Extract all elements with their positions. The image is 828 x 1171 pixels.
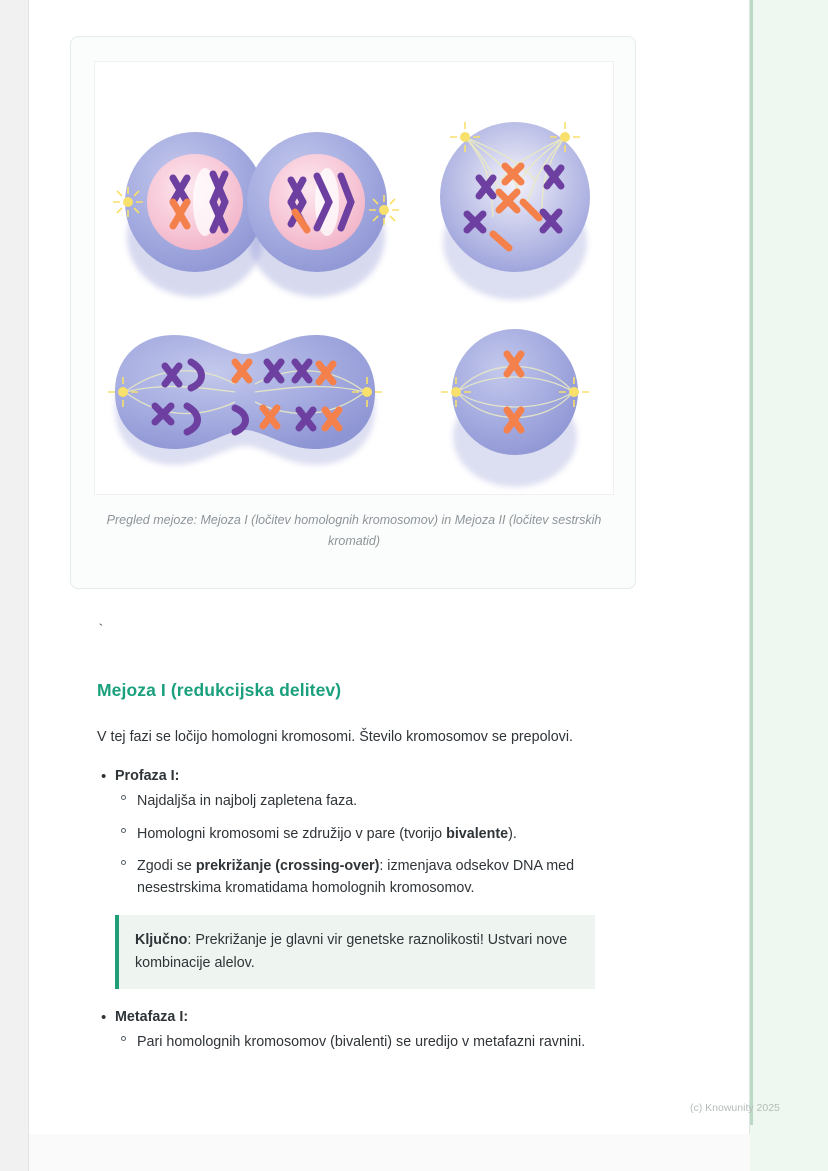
sub-text: Homologni kromosomi se združijo v pare (tvorijo (137, 825, 447, 842)
list-item (137, 856, 657, 989)
sub-text-suffix: : izmenjava odsekov DNA med nesestrskima kromatidama homolognih kromosomov. (137, 858, 575, 896)
circle-bullet-icon (121, 828, 126, 833)
meiosis-illustration-svg (95, 62, 614, 495)
list-item (137, 824, 657, 845)
phase-heading: Metafaza I: (115, 1008, 189, 1025)
sub-text: Zgodi se (137, 858, 196, 875)
cell-top-right (440, 122, 590, 300)
list-item (137, 1032, 657, 1053)
circle-bullet-icon (121, 1036, 126, 1041)
callout-label: Ključno (135, 932, 188, 949)
bullet-icon: • (101, 768, 107, 785)
stray-backtick: ` (97, 622, 105, 637)
sub-text: Najdaljša in najbolj zapletena faza. (137, 793, 358, 810)
list-item-profaza (101, 766, 695, 989)
sub-text-bold: bivalente (446, 825, 509, 842)
list-item-metafaza (101, 1007, 695, 1054)
phase-heading: Profaza I: (115, 768, 180, 784)
cell-bottom-right (441, 329, 589, 487)
meiosis-diagram (94, 61, 614, 495)
document-sheet (29, 0, 750, 1134)
meiosis-phase-list (97, 766, 695, 1065)
sub-text-bold: prekrižanje (crossing-over) (195, 858, 380, 875)
metafaza-sublist (115, 1032, 695, 1053)
cell-bottom-left (108, 335, 382, 465)
section-intro: V tej fazi se ločijo homologni kromosomi. Število kromosomov se prepolovi. (97, 729, 573, 745)
callout-text: : Prekrižanje je glavni vir genetske raznolikosti! Ustvari nove kombinacije alelov. (135, 932, 568, 972)
callout-note (115, 915, 595, 989)
page-right-rail (750, 0, 828, 1171)
list-item (137, 791, 657, 812)
section-title: Mejoza I (redukcijska delitev) (97, 680, 342, 700)
bullet-icon: • (101, 1008, 107, 1026)
cell-pair-top-left (113, 132, 399, 297)
sub-text-suffix: ). (508, 825, 517, 842)
watermark: (c) Knowunity 2025 (690, 1102, 780, 1114)
figure-card (70, 36, 636, 589)
circle-bullet-icon (121, 795, 126, 800)
page-accent-line (750, 0, 753, 1125)
sub-text: Pari homolognih kromosomov (bivalenti) se uredijo v metafazni ravnini. (137, 1034, 586, 1051)
page-left-rail (0, 0, 29, 1171)
profaza-sublist (115, 791, 695, 989)
circle-bullet-icon (121, 860, 126, 865)
figure-caption: Pregled mejoze: Mejoza I (ločitev homolognih kromosomov) in Mejoza II (ločitev sestrskih kromatid) (106, 513, 602, 548)
page-bottom-strip (29, 1134, 750, 1171)
